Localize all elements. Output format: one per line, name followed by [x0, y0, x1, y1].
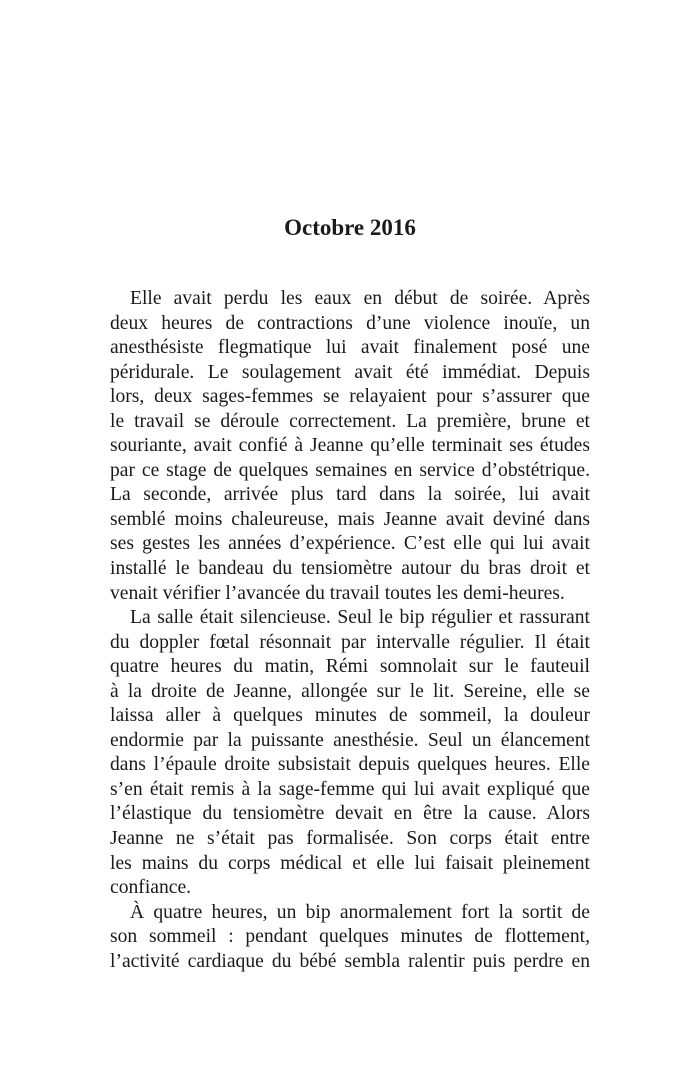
text-line: venait vérifier l’avancée du travail toutes les demi-heures.: [110, 582, 565, 604]
text-line: son sommeil : pendant quelques minutes de flottement,: [110, 926, 590, 948]
text-line: laissa aller à quelques minutes de sommeil, la douleur: [110, 705, 590, 727]
text-line: Elle avait perdu les eaux en début de soirée. Après: [130, 288, 590, 309]
text-line: du doppler fœtal résonnait par intervalle régulier. Il était: [110, 631, 590, 653]
text-line: les mains du corps médical et elle lui faisait pleinement: [110, 852, 590, 874]
text-line: quatre heures du matin, Rémi somnolait sur le fauteuil: [110, 656, 590, 678]
text-line: confiance.: [110, 877, 192, 899]
text-line: dans l’épaule droite subsistait depuis quelques heures. Elle: [110, 754, 590, 776]
text-line: À quatre heures, un bip anormalement fort la sortit de: [130, 901, 590, 923]
text-line: anesthésiste flegmatique lui avait finalement posé une: [110, 337, 590, 359]
text-line: endormie par la puissante anesthésie. Seul un élancement: [110, 729, 590, 751]
text-line: Jeanne ne s’était pas formalisée. Son corps était entre: [110, 828, 590, 850]
text-line: le travail se déroule correctement. La première, brune et: [110, 410, 590, 432]
paragraph-3: [110, 901, 590, 975]
text-line: La salle était silencieuse. Seul le bip régulier et rassurant: [130, 607, 590, 629]
body-text: [110, 287, 590, 974]
text-line: l’activité cardiaque du bébé sembla ralentir puis perdre en: [110, 950, 590, 972]
text-line: deux heures de contractions d’une violence inouïe, un: [110, 312, 590, 334]
text-line: péridurale. Le soulagement avait été immédiat. Depuis: [110, 361, 590, 383]
paragraph-2: [110, 606, 590, 901]
text-line: à la droite de Jeanne, allongée sur le lit. Sereine, elle se: [110, 680, 590, 702]
text-line: s’en était remis à la sage-femme qui lui avait expliqué que: [110, 778, 590, 800]
text-line: lors, deux sages-femmes se relayaient pour s’assurer que: [110, 386, 590, 408]
paragraph-1: [110, 287, 590, 606]
text-line: ses gestes les années d’expérience. C’est elle qui lui avait: [110, 533, 590, 555]
text-line: installé le bandeau du tensiomètre autour du bras droit et: [110, 558, 590, 580]
text-line: semblé moins chaleureuse, mais Jeanne avait deviné dans: [110, 508, 590, 530]
chapter-title: Octobre 2016: [284, 215, 416, 240]
text-line: par ce stage de quelques semaines en service d’obstétrique.: [110, 459, 590, 481]
text-line: La seconde, arrivée plus tard dans la soirée, lui avait: [110, 484, 590, 506]
text-line: souriante, avait confié à Jeanne qu’elle terminait ses études: [110, 435, 590, 457]
text-line: l’élastique du tensiomètre devait en être la cause. Alors: [110, 803, 590, 825]
